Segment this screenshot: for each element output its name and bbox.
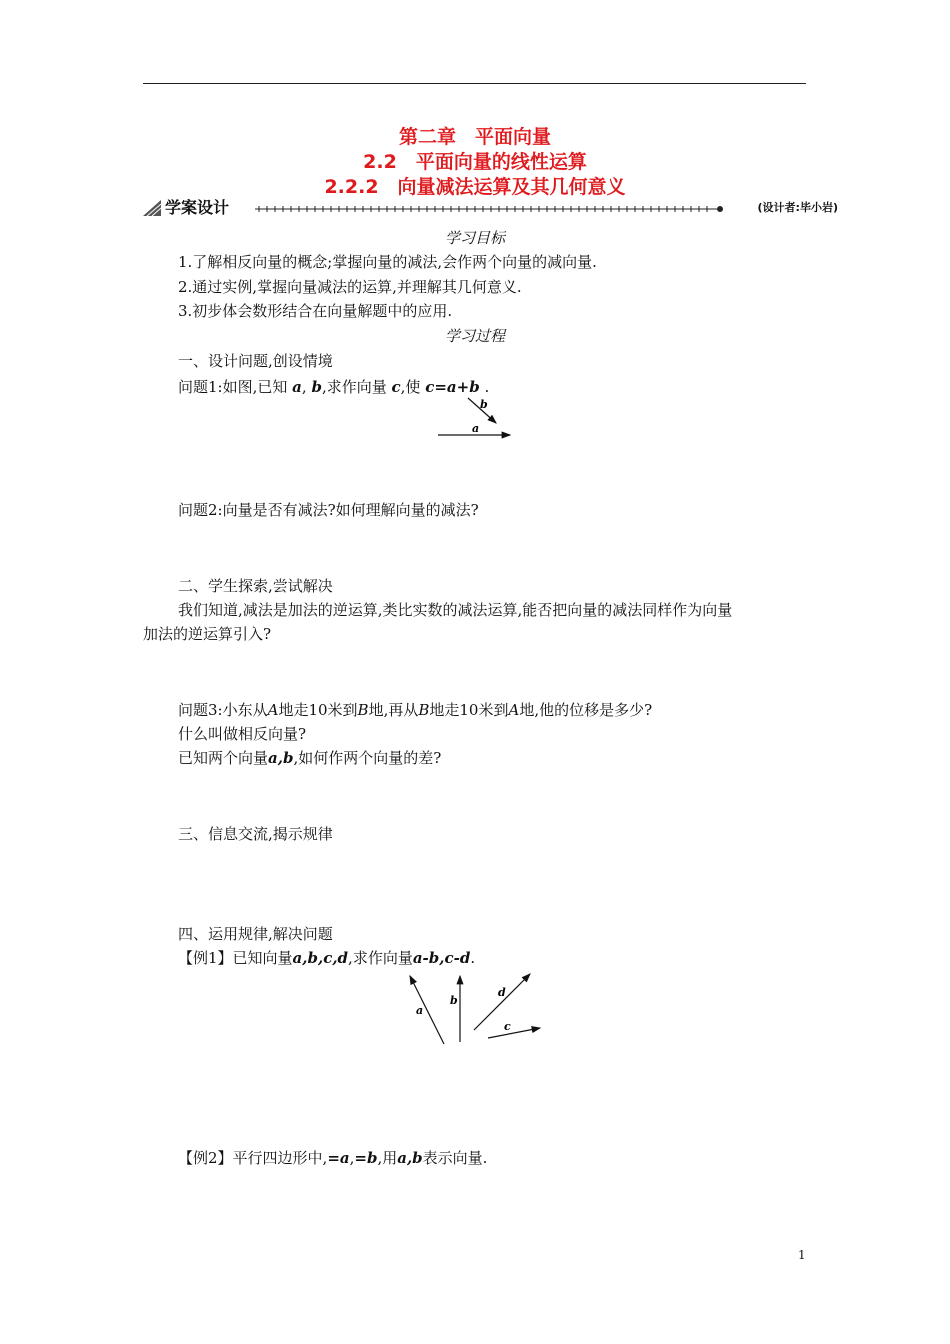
- q1-end: .: [479, 378, 490, 396]
- page-number: 1: [798, 1248, 806, 1262]
- chapter-title: 第二章 平面向量: [398, 126, 551, 148]
- objective-item: 2.通过实例,掌握向量减法的运算,并理解其几何意义.: [178, 278, 522, 296]
- vectors-a-b: a,b: [268, 749, 294, 767]
- question-vector-difference: [178, 748, 441, 768]
- q1-text: 问题1:如图,已知: [178, 378, 288, 396]
- designer-credit: (设计者:毕小岩): [757, 201, 838, 214]
- triangle-mark-icon: [143, 200, 161, 216]
- ex2-eq-b: =b: [354, 1149, 378, 1167]
- q3-text: 地,再从: [368, 701, 419, 719]
- process-heading: 学习过程: [444, 327, 505, 345]
- question-opposite-vector: 什么叫做相反向量?: [178, 725, 307, 743]
- qdiff-text: 已知两个向量: [178, 749, 269, 767]
- point-a: A: [508, 701, 520, 719]
- paragraph-line: 加法的逆运算引入?: [143, 625, 272, 643]
- q1-text: ,使: [400, 378, 421, 396]
- ex1-text: 【例1】已知向量: [178, 949, 293, 967]
- vector-c: c: [391, 378, 401, 396]
- q3-text: 地,他的位移是多少?: [519, 701, 653, 719]
- ex1-end: .: [470, 949, 476, 967]
- vector-a: a: [292, 378, 302, 396]
- fig1-label-a: a: [472, 422, 480, 435]
- section-heading: 一、设计问题,创设情境: [178, 352, 333, 370]
- ex2-eq-a: =a: [327, 1149, 350, 1167]
- point-a: A: [267, 701, 279, 719]
- paragraph-line: 我们知道,减法是加法的逆运算,类比实数的减法运算,能否把向量的减法同样作为向量: [178, 601, 733, 619]
- ex2-text: 表示向量.: [422, 1149, 488, 1167]
- ex2-text: ,用: [377, 1149, 398, 1167]
- example-1: [178, 948, 475, 968]
- ex2-sep: ,: [349, 1149, 355, 1167]
- question-3: [178, 700, 652, 720]
- vectors-a-b: a,b: [397, 1149, 423, 1167]
- dotted-leader: [255, 202, 725, 216]
- question-2: 问题2:向量是否有减法?如何理解向量的减法?: [178, 501, 479, 519]
- banner-label: 学案设计: [165, 198, 230, 217]
- objective-item: 3.初步体会数形结合在向量解题中的应用.: [178, 302, 453, 320]
- qdiff-text: ,如何作两个向量的差?: [293, 749, 442, 767]
- objectives-heading: 学习目标: [444, 229, 505, 247]
- vectors-abcd: a,b,c,d: [292, 949, 349, 967]
- vector-c-arrow: [488, 1028, 540, 1038]
- q1-text: ,求作向量: [321, 378, 387, 396]
- q3-text: 问题3:小东从: [178, 701, 268, 719]
- example-2: [178, 1148, 487, 1168]
- figure-vectors-abcd: [400, 966, 550, 1050]
- fig2-label-c: c: [504, 1020, 511, 1033]
- fig1-label-b: b: [480, 398, 488, 411]
- section-heading: 二、学生探索,尝试解决: [178, 577, 333, 595]
- ex1-text: ,求作向量: [348, 949, 413, 967]
- section-title: 2.2 平面向量的线性运算: [363, 151, 587, 173]
- fig2-label-d: d: [498, 986, 506, 999]
- subsection-title: 2.2.2 向量减法运算及其几何意义: [324, 176, 626, 198]
- ex1-expression: a-b,c-d: [412, 949, 471, 967]
- objective-item: 1.了解相反向量的概念;掌握向量的减法,会作两个向量的减向量.: [178, 253, 597, 271]
- point-b: B: [357, 701, 369, 719]
- header-rule: [143, 83, 806, 84]
- section-heading: 四、运用规律,解决问题: [178, 925, 333, 943]
- ex2-text: 【例2】平行四边形中,: [178, 1149, 328, 1167]
- q3-text: 地走10米到: [429, 701, 509, 719]
- fig2-label-b: b: [450, 994, 458, 1007]
- section-heading: 三、信息交流,揭示规律: [178, 825, 333, 843]
- q3-text: 地走10米到: [278, 701, 358, 719]
- design-banner: [143, 198, 838, 220]
- q1-expression: c=a+b: [425, 378, 480, 396]
- vector-d-arrow: [474, 974, 530, 1030]
- fig2-label-a: a: [416, 1004, 424, 1017]
- vector-b: b: [311, 378, 322, 396]
- q1-sep: ,: [301, 378, 307, 396]
- point-b: B: [418, 701, 430, 719]
- figure-vectors-a-b: [430, 392, 520, 444]
